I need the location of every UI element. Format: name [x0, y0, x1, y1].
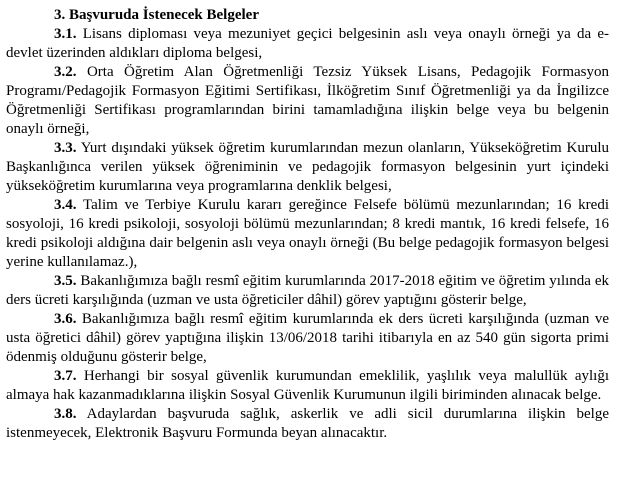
item-3-3: [6, 139, 609, 196]
item-3-4: [6, 196, 609, 272]
item-number: 3.7.: [54, 368, 77, 384]
item-3-7: [6, 367, 609, 405]
item-text: Lisans diploması veya mezuniyet geçici belgesinin aslı veya onaylı örneği ya da e-devlet üzerinden aldıkları diploma belgesi,: [6, 26, 609, 61]
item-number: 3.6.: [54, 311, 77, 327]
item-text: Herhangi bir sosyal güvenlik kurumundan emeklilik, yaşlılık veya malullük aylığı almaya hak kazanmadıklarına ilişkin Sosyal Güvenlik Kurumunun ilgili biriminden alınacak belge.: [6, 368, 609, 403]
item-3-5: [6, 272, 609, 310]
item-number: 3.8.: [54, 406, 77, 422]
item-text: Adaylardan başvuruda sağlık, askerlik ve adli sicil durumlarına ilişkin belge istenmeyecek, Elektronik Başvuru Formunda beyan alınacaktır.: [6, 406, 609, 441]
item-number: 3.5.: [54, 273, 77, 289]
item-3-6: [6, 310, 609, 367]
item-number: 3.4.: [54, 197, 77, 213]
item-number: 3.2.: [54, 64, 77, 80]
item-text: Yurt dışındaki yüksek öğretim kurumlarından mezun olanların, Yükseköğretim Kurulu Başkanlığınca verilen yüksek öğreniminin ve pedagojik formasyon belgesinin yurt içindeki yükseköğretim kurumlarına veya programlarına denklik belgesi,: [6, 140, 609, 194]
item-number: 3.3.: [54, 140, 77, 156]
item-text: Talim ve Terbiye Kurulu kararı gereğince Felsefe bölümü mezunlarından; 16 kredi sosyoloji, 16 kredi psikoloji, sosyoloji bölümü mezunlarından; 8 kredi mantık, 16 kredi felsefe, 16 kredi psikoloji aldığına dair belgenin aslı veya onaylı örneği (Bu belge pedagojik formasyon belgesi yerine kullanılamaz.),: [6, 197, 609, 270]
item-3-2: [6, 63, 609, 139]
section-heading: 3. Başvuruda İstenecek Belgeler: [54, 7, 259, 23]
item-3-1: [6, 25, 609, 63]
item-text: Orta Öğretim Alan Öğretmenliği Tezsiz Yüksek Lisans, Pedagojik Formasyon Programı/Pedagojik Formasyon Eğitimi Sertifikası, İlköğretim Sınıf Öğretmenliği ya da İngilizce Öğretmenliği Sertifikası programlarından birini tamamladığına ilişkin belge veya bu belgenin onaylı örneği,: [6, 64, 609, 137]
item-text: Bakanlığımıza bağlı resmî eğitim kurumlarında 2017-2018 eğitim ve öğretim yılında ek ders ücreti karşılığında (uzman ve usta öğreticiler dâhil) görev yaptığını gösterir belge,: [6, 273, 609, 308]
item-3-8: [6, 405, 609, 443]
item-text: Bakanlığımıza bağlı resmî eğitim kurumlarında ek ders ücreti karşılığında (uzman ve usta öğretici dâhil) görev yaptığına ilişkin 13/06/2018 tarihi itibarıyla en az 540 gün sigorta primi ödenmiş olduğunu gösterir belge,: [6, 311, 609, 365]
item-number: 3.1.: [54, 26, 77, 42]
